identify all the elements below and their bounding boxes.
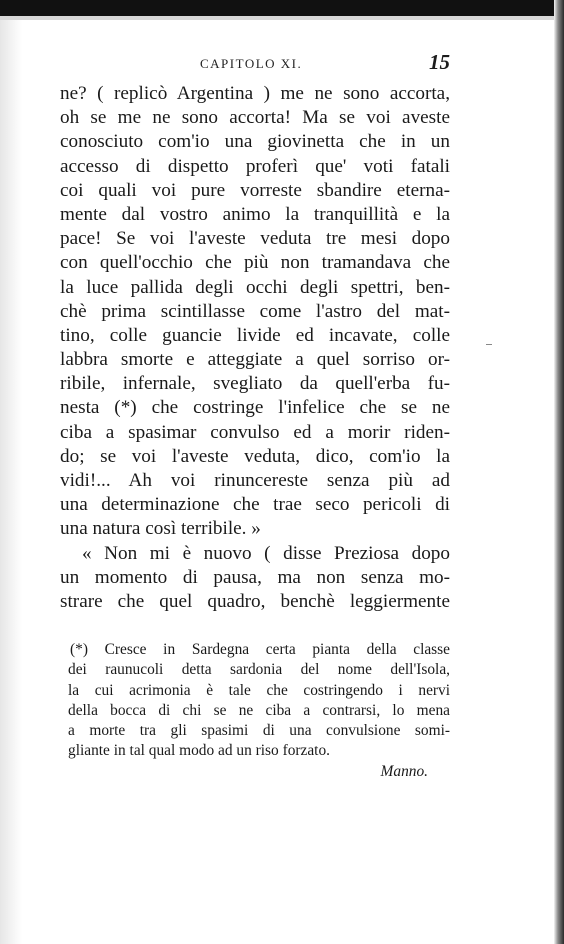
page-number: 15 xyxy=(429,50,450,74)
text-line: tino, colle guancie livide ed incavate, colle xyxy=(60,324,450,346)
text-line: ciba a spasimar convulso ed a morir riden- xyxy=(60,421,450,443)
text-line: vidi!... Ah voi rinuncereste senza più ad xyxy=(60,470,450,491)
text-line: ribile, infernale, svegliato da quell'erba fu- xyxy=(60,373,450,395)
footnote-signature: Manno. xyxy=(380,762,428,780)
text-line: nesta (*) che costringe l'infelice che se ne xyxy=(60,397,450,419)
text-line: « Non mi è nuovo ( disse Preziosa dopo xyxy=(82,542,450,564)
text-line: oh se me ne sono accorta! Ma se voi aveste xyxy=(60,107,450,129)
text-line: un momento di pausa, ma non senza mo- xyxy=(60,566,450,588)
text-line: chè prima scintillasse come l'astro del mat- xyxy=(60,300,450,322)
text-line: ne? ( replicò Argentina ) me ne sono accorta, xyxy=(60,83,450,104)
main-text xyxy=(60,82,450,614)
footnote-line: della bocca di chi se ne ciba a contrarsi, lo mena xyxy=(68,701,450,719)
footnote-line: (*) Cresce in Sardegna certa pianta della classe xyxy=(70,641,450,658)
text-line: una natura così terribile. » xyxy=(60,518,261,540)
text-line: labbra smorte e atteggiate a quel sorriso or- xyxy=(60,349,450,371)
footnote-line: a morte tra gli spasimi di una convulsione somi- xyxy=(68,722,450,740)
running-head: CAPITOLO XI. xyxy=(200,56,303,71)
text-line: conosciuto com'io una giovinetta che in un xyxy=(60,131,450,153)
footnote-line: gliante in tal qual modo ad un riso forzato. xyxy=(68,742,331,760)
page-header xyxy=(60,50,450,80)
footnote xyxy=(68,640,450,782)
page-top-edge xyxy=(0,0,564,16)
text-line: accesso di dispetto proferì que' voti fatali xyxy=(60,155,450,177)
text-line: strare che quel quadro, benchè leggiermente xyxy=(60,590,450,612)
text-line: con quell'occhio che più non tramandava che xyxy=(60,252,450,274)
text-line: coi quali voi pure vorreste sbandire eterna- xyxy=(60,179,450,201)
text-line: la luce pallida degli occhi degli spettri, ben- xyxy=(60,276,450,298)
footnote-line: la cui acrimonia è tale che costringendo i nervi xyxy=(68,681,450,699)
footnote-line: dei raunucoli detta sardonia del nome dell'Isola, xyxy=(68,661,450,679)
text-line: pace! Se voi l'aveste veduta tre mesi dopo xyxy=(60,228,450,250)
page-right-edge xyxy=(554,0,564,944)
page-gutter xyxy=(0,20,22,944)
margin-mark xyxy=(486,344,492,345)
text-line: una determinazione che trae seco pericoli di xyxy=(60,494,450,516)
page-top-gap xyxy=(0,16,564,20)
text-line: do; se voi l'aveste veduta, dico, com'io la xyxy=(60,445,450,467)
text-line: mente dal vostro animo la tranquillità e la xyxy=(60,203,450,225)
